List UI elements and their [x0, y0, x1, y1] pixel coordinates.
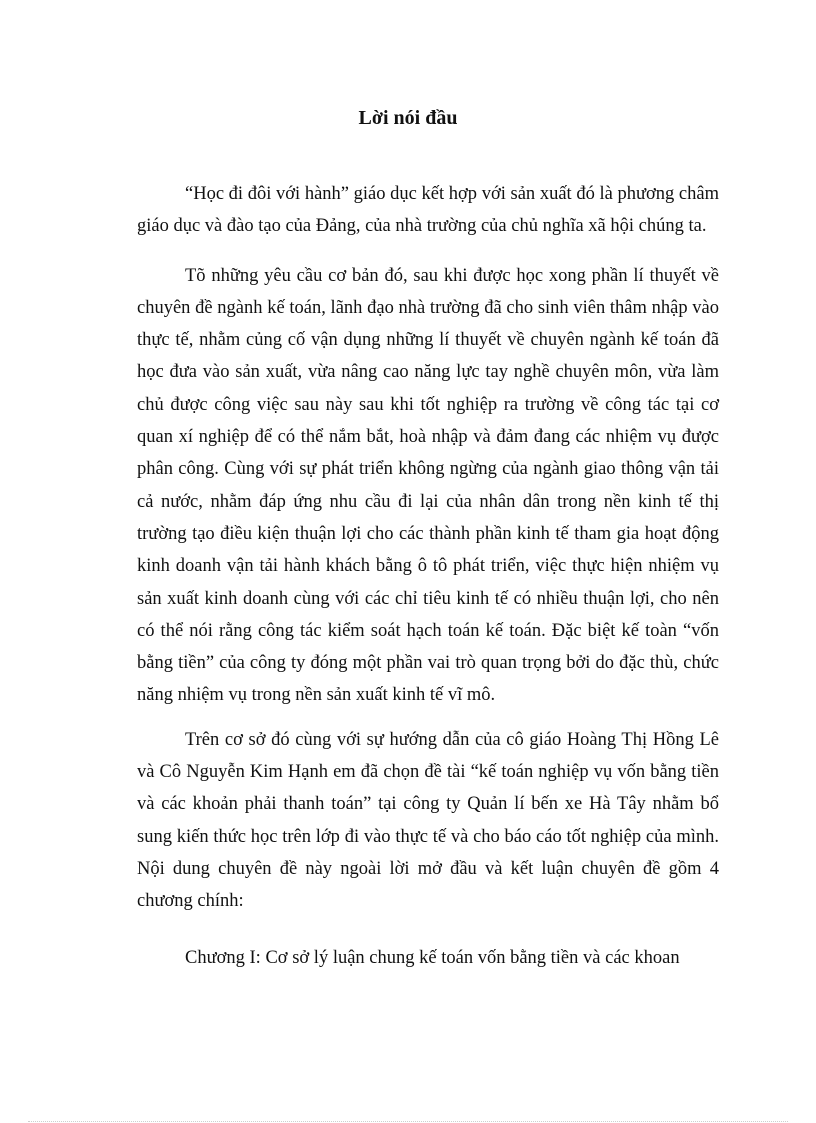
paragraph-topic: Trên cơ sở đó cùng với sự hướng dẫn của cô giáo Hoàng Thị Hồng Lê và Cô Nguyễn Kim Hạnh em đã chọn đề tài “kế toán nghiệp vụ vốn bằng tiền và các khoản phải thanh toán” tại công ty Quản lí bến xe Hà Tây nhằm bổ sung kiến thức học trên lớp đi vào thực tế và cho báo cáo tốt nghiệp của mình. Nội dung chuyên đề này ngoài lời mở đầu và kết luận chuyên đề gồm 4 chương chính: — [137, 729, 719, 912]
page-title: Lời nói đầu — [358, 107, 458, 129]
document-body — [137, 178, 719, 974]
page-bottom-divider — [28, 1121, 788, 1122]
chapter-line: Chương I: Cơ sở lý luận chung kế toán vốn bằng tiền và các khoan — [185, 947, 680, 968]
paragraph-background: Tõ những yêu cầu cơ bản đó, sau khi được học xong phần lí thuyết về chuyên đề ngành kế toán, lãnh đạo nhà trường đã cho sinh viên thâm nhập vào thực tế, nhằm củng cố vận dụng những lí thuyết về chuyên ngành kế toán đã học đưa vào sản xuất, vừa nâng cao năng lực tay nghề chuyên môn, vừa làm chủ được công việc sau này sau khi tốt nghiệp ra trường về công tác tại cơ quan xí nghiệp để có thể nắm bắt, hoà nhập và đảm đang các nhiệm vụ được phân công. Cùng với sự phát triển không ngừng của ngành giao thông vận tải cả nước, nhằm đáp ứng nhu cầu đi lại của nhân dân trong nền kinh tế thị trường tạo điều kiện thuận lợi cho các thành phần kinh tế tham gia hoạt động kinh doanh vận tải hành khách bằng ô tô phát triển, việc thực hiện nhiệm vụ sản xuất kinh doanh cùng với các chỉ tiêu kinh tế có nhiều thuận lợi, cho nên có thể nói rằng công tác kiểm soát hạch toán kế toán. Đặc biệt kế toàn “vốn bằng tiền” của công ty đóng một phần vai trò quan trọng bởi do đặc thù, chức năng nhiệm vụ trong nền sản xuất kinh tế vĩ mô. — [137, 265, 719, 706]
paragraph-intro: “Học đi đôi với hành” giáo dục kết hợp với sản xuất đó là phương châm giáo dục và đào tạo của Đảng, của nhà trường của chủ nghĩa xã hội chúng ta. — [137, 184, 719, 237]
